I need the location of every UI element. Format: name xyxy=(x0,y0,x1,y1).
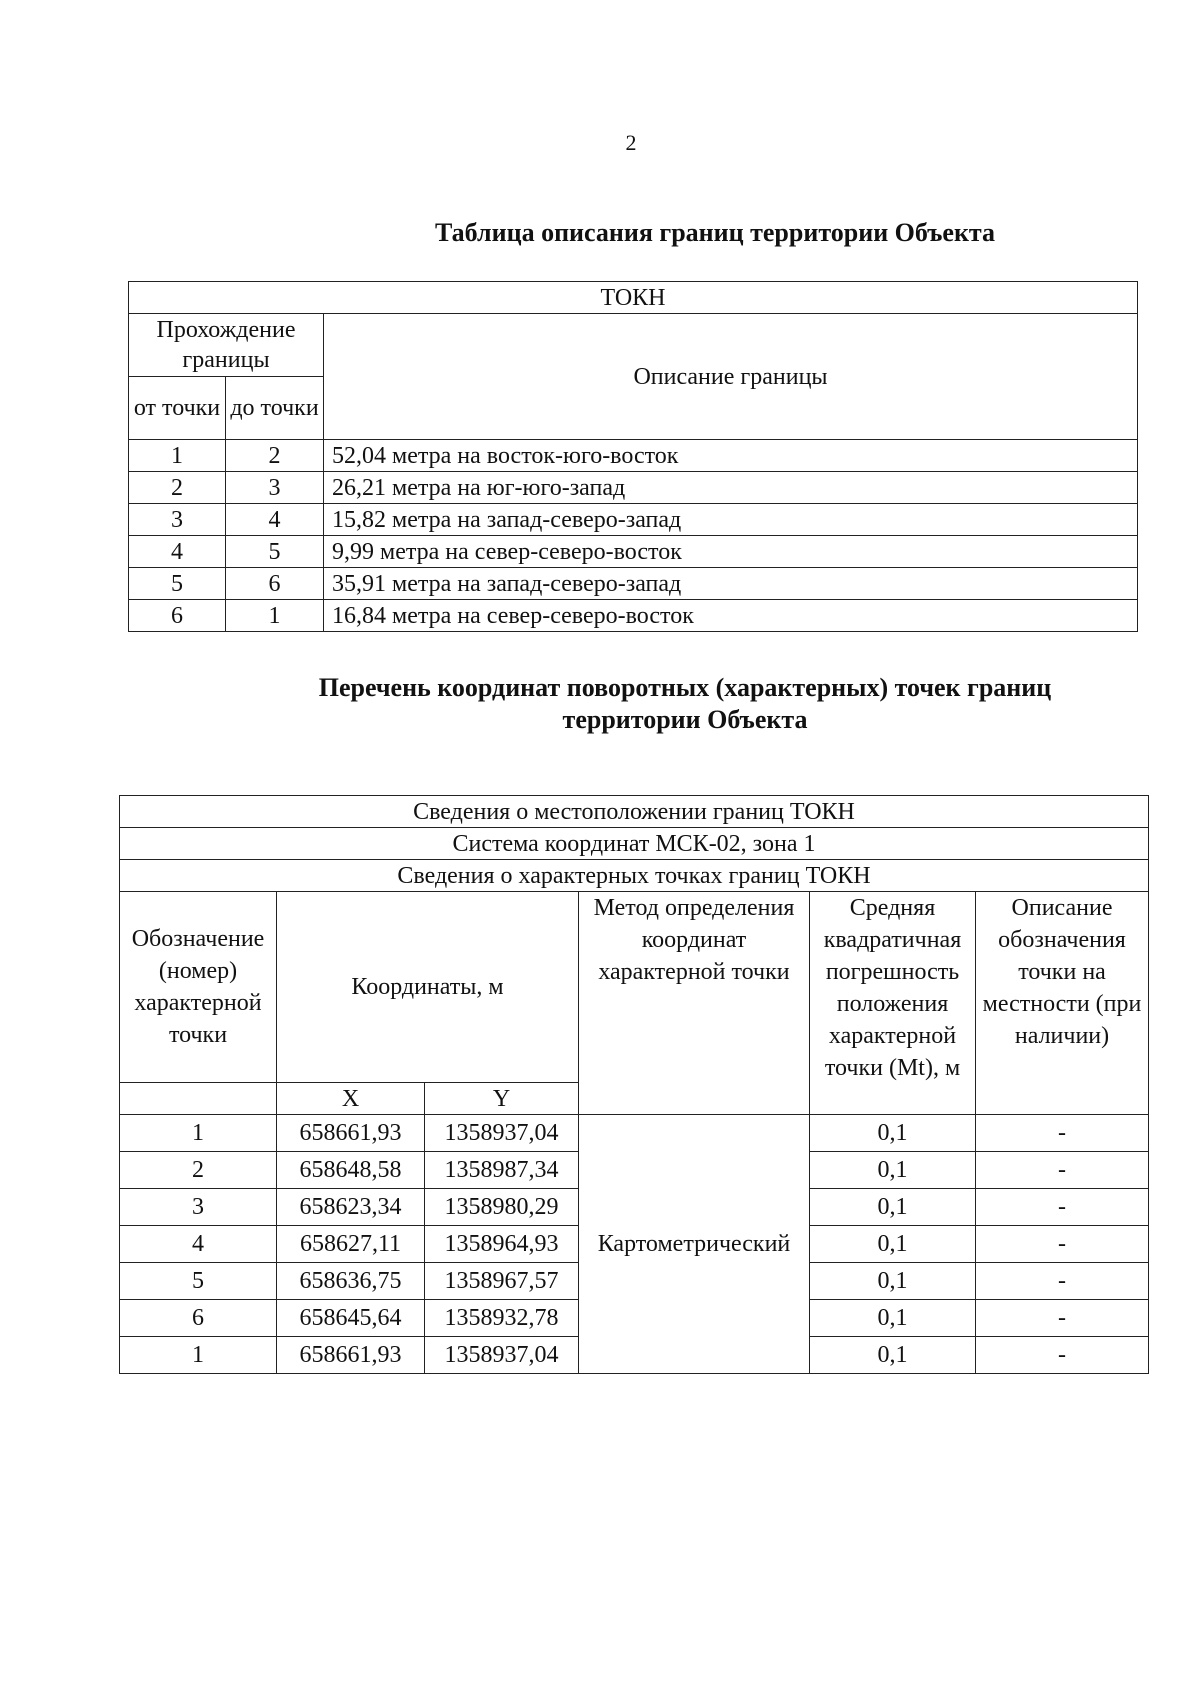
table2-cell-point: 4 xyxy=(120,1226,277,1263)
table1-body xyxy=(129,440,1138,632)
table-row xyxy=(129,472,1138,504)
table1-cell-from: 3 xyxy=(129,504,226,536)
table2-cell-x: 658627,11 xyxy=(277,1226,425,1263)
table1-cell-desc: 52,04 метра на восток-юго-восток xyxy=(324,440,1138,472)
table2-cell-error: 0,1 xyxy=(810,1189,976,1226)
table2-cell-y: 1358967,57 xyxy=(425,1263,579,1300)
table2-cell-y: 1358987,34 xyxy=(425,1152,579,1189)
table2-empty-cell xyxy=(120,1083,277,1115)
table2-cell-point: 3 xyxy=(120,1189,277,1226)
table2-cell-description: - xyxy=(976,1337,1149,1374)
table-row xyxy=(129,440,1138,472)
table1-cell-from: 5 xyxy=(129,568,226,600)
table1-cell-to: 1 xyxy=(226,600,324,632)
table1-cell-to: 3 xyxy=(226,472,324,504)
table1-cell-desc: 15,82 метра на запад-северо-запад xyxy=(324,504,1138,536)
table1-cell-from: 2 xyxy=(129,472,226,504)
table1-cell-desc: 35,91 метра на запад-северо-запад xyxy=(324,568,1138,600)
table2-cell-error: 0,1 xyxy=(810,1115,976,1152)
table2-header3: Сведения о характерных точках границ ТОКН xyxy=(120,860,1149,892)
table2-cell-error: 0,1 xyxy=(810,1263,976,1300)
table2-cell-x: 658636,75 xyxy=(277,1263,425,1300)
table2-cell-point: 1 xyxy=(120,1115,277,1152)
table-row xyxy=(129,504,1138,536)
table1-cell-desc: 9,99 метра на север-северо-восток xyxy=(324,536,1138,568)
table2-cell-point: 1 xyxy=(120,1337,277,1374)
table2-cell-description: - xyxy=(976,1152,1149,1189)
table2-cell-x: 658645,64 xyxy=(277,1300,425,1337)
table2-cell-x: 658661,93 xyxy=(277,1115,425,1152)
table2-col-y: Y xyxy=(425,1083,579,1115)
table2-cell-error: 0,1 xyxy=(810,1152,976,1189)
table2-cell-y: 1358937,04 xyxy=(425,1337,579,1374)
table2-header2: Система координат МСК-02, зона 1 xyxy=(120,828,1149,860)
table2-title-line1: Перечень координат поворотных (характерных) точек границ xyxy=(318,673,1052,702)
table2-cell-x: 658648,58 xyxy=(277,1152,425,1189)
table2-cell-point: 6 xyxy=(120,1300,277,1337)
table2-cell-y: 1358937,04 xyxy=(425,1115,579,1152)
table1-cell-to: 4 xyxy=(226,504,324,536)
table2-col-x: X xyxy=(277,1083,425,1115)
table1-cell-desc: 26,21 метра на юг-юго-запад xyxy=(324,472,1138,504)
table2-cell-error: 0,1 xyxy=(810,1337,976,1374)
table1-cell-to: 5 xyxy=(226,536,324,568)
table1-col-to: до точки xyxy=(226,377,324,440)
table2-col-description: Описание обозначения точки на местности (при наличии) xyxy=(976,892,1149,1115)
boundary-description-table xyxy=(128,281,1138,632)
table1-cell-from: 6 xyxy=(129,600,226,632)
table1-title: Таблица описания границ территории Объекта xyxy=(434,218,996,247)
table2-col-designation: Обозначение (номер) характерной точки xyxy=(120,892,277,1083)
table2-cell-description: - xyxy=(976,1189,1149,1226)
table2-cell-y: 1358964,93 xyxy=(425,1226,579,1263)
table2-cell-y: 1358980,29 xyxy=(425,1189,579,1226)
table2-cell-point: 2 xyxy=(120,1152,277,1189)
table1-col-passage: Прохождение границы xyxy=(129,314,324,377)
table2-header1: Сведения о местоположении границ ТОКН xyxy=(120,796,1149,828)
table2-col-error: Средняя квадратичная погрешность положения характерной точки (Mt), м xyxy=(810,892,976,1115)
table-row xyxy=(129,536,1138,568)
coordinates-table xyxy=(119,795,1149,1374)
table1-col-description: Описание границы xyxy=(324,314,1138,440)
table2-cell-error: 0,1 xyxy=(810,1300,976,1337)
table2-cell-y: 1358932,78 xyxy=(425,1300,579,1337)
page-number: 2 xyxy=(625,130,637,155)
table2-cell-error: 0,1 xyxy=(810,1226,976,1263)
table1-cell-to: 6 xyxy=(226,568,324,600)
table2-title-line2: территории Объекта xyxy=(562,705,808,734)
table2-cell-method: Картометрический xyxy=(579,1115,810,1374)
table2-cell-point: 5 xyxy=(120,1263,277,1300)
table2-cell-description: - xyxy=(976,1263,1149,1300)
table2-cell-description: - xyxy=(976,1300,1149,1337)
table-row xyxy=(120,1115,1149,1152)
table2-col-coordinates: Координаты, м xyxy=(277,892,579,1083)
table1-cell-from: 4 xyxy=(129,536,226,568)
table2-cell-description: - xyxy=(976,1226,1149,1263)
table1-cell-from: 1 xyxy=(129,440,226,472)
table2-col-method: Метод определения координат характерной точки xyxy=(579,892,810,1115)
table-row xyxy=(129,600,1138,632)
table2-title xyxy=(0,672,1200,736)
table2-cell-description: - xyxy=(976,1115,1149,1152)
table2-body xyxy=(120,1115,1149,1374)
table1-cell-to: 2 xyxy=(226,440,324,472)
table-row xyxy=(129,568,1138,600)
table1-header-main: ТОКН xyxy=(129,282,1138,314)
table1-col-from: от точки xyxy=(129,377,226,440)
table2-cell-x: 658623,34 xyxy=(277,1189,425,1226)
table2-cell-x: 658661,93 xyxy=(277,1337,425,1374)
table1-cell-desc: 16,84 метра на север-северо-восток xyxy=(324,600,1138,632)
